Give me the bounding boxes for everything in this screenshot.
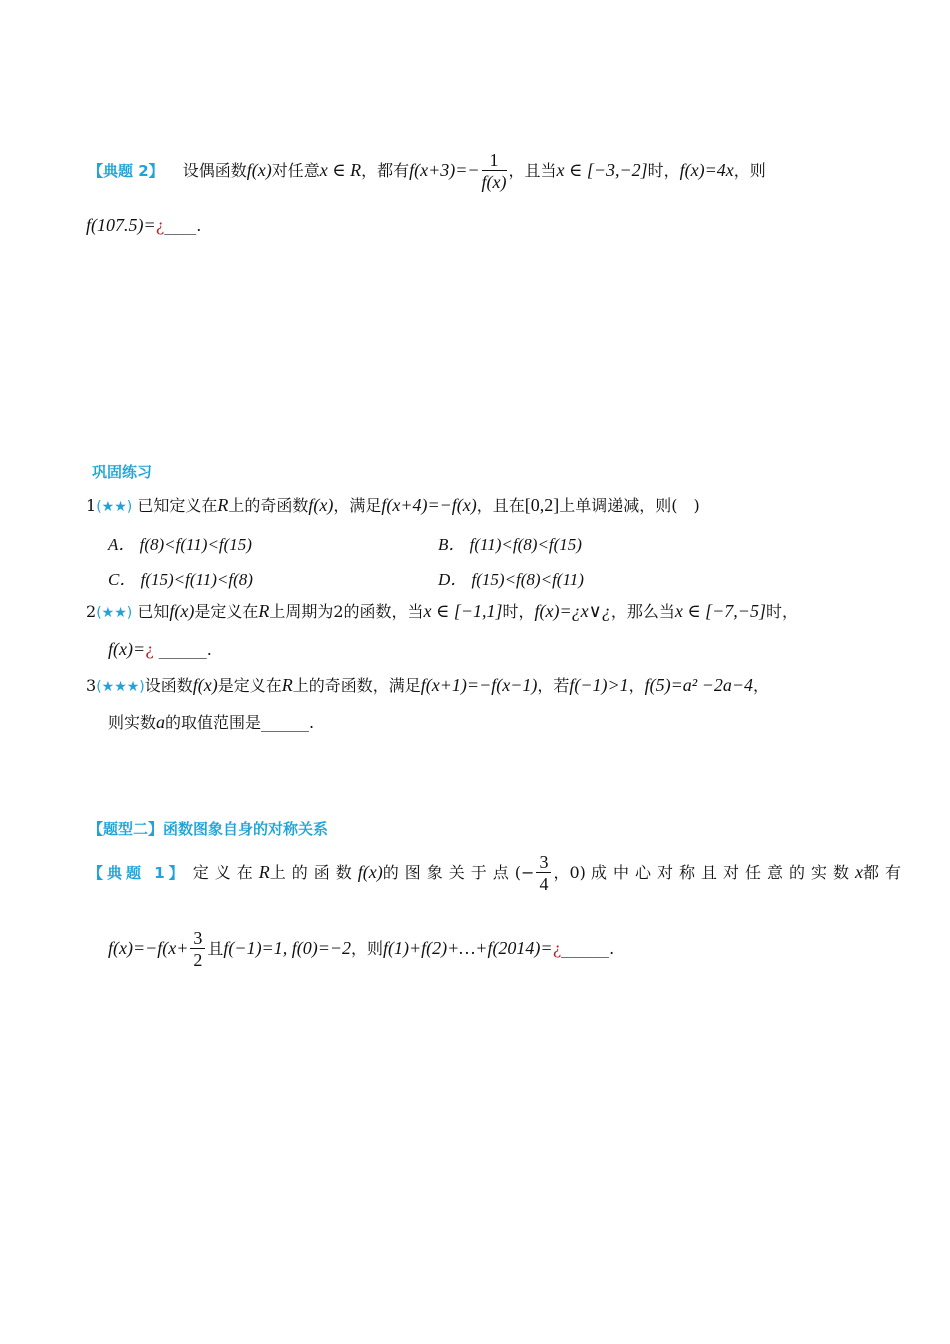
- q3-line1: [86, 674, 769, 698]
- q2-text-f: 时，: [765, 602, 798, 621]
- q1-text-e: 上单调递减，则( ): [559, 496, 700, 515]
- example2-text-3: ，都有: [361, 161, 410, 180]
- q1-option-c-label: C．: [108, 570, 137, 589]
- q1-stars: (★★): [96, 499, 133, 515]
- q3-text-h: 的取值范围是______.: [165, 713, 315, 732]
- q1-number: 1: [86, 496, 97, 515]
- example2-fraction: [482, 150, 507, 193]
- q2-interval: x ∈ [−1,1]: [423, 601, 503, 621]
- q2-answer-mark: ¿: [145, 640, 154, 659]
- example1-line2: [108, 928, 614, 971]
- q3-number: 3: [86, 676, 97, 695]
- example2-text-2: 对任意: [271, 161, 320, 180]
- q3-line2: [108, 711, 314, 734]
- example2-frac-den: f(x): [481, 172, 507, 192]
- q1-option-b-expr: f(11)<f(8)<f(15): [469, 535, 582, 554]
- example1-line2-cond: f(−1)=1, f(0)=−2: [223, 938, 351, 958]
- example1-point-open: (−: [514, 863, 535, 882]
- q2-fx: f(x): [169, 601, 195, 621]
- q2-text-b: 是定义在: [194, 602, 259, 621]
- example2-def: f(x)=4x: [679, 160, 734, 180]
- q1-interval: [0,2]: [524, 495, 560, 515]
- q3-text-e: ，: [628, 676, 645, 695]
- q2-answer-expr: f(x)=: [108, 639, 146, 659]
- q2-number: 2: [86, 602, 97, 621]
- q2-text-c: 上周期为2的函数，当: [269, 602, 424, 621]
- example2-fx: f(x): [246, 160, 272, 180]
- q2-definition: f(x)=¿x∨¿: [534, 601, 611, 621]
- example1-R: R: [258, 862, 270, 882]
- example1-line2-text-a: 且: [207, 939, 224, 958]
- example1-line2-sum: f(1)+f(2)+…+f(2014)=: [383, 938, 553, 958]
- q3-text-g: 则实数: [108, 713, 157, 732]
- q2-text-d: 时，: [502, 602, 535, 621]
- q1-option-d: [438, 565, 584, 590]
- example2-answer-mark: ¿: [155, 216, 165, 235]
- example2-line1: [88, 150, 766, 193]
- q3-condition3: f(5)=a² −2a−4: [644, 675, 753, 695]
- example1-point-close: ，0): [553, 863, 586, 882]
- example1-frac-den: 4: [539, 874, 549, 894]
- q1-text-d: ，且在: [476, 496, 525, 515]
- example1-line2-mark: ¿: [552, 939, 562, 958]
- q1-option-d-label: D．: [438, 570, 468, 589]
- q3-condition: f(x+1)=−f(x−1): [420, 675, 538, 695]
- example2-text-1: 设偶函数: [182, 161, 247, 180]
- q2-line1: [86, 600, 798, 624]
- q1-option-a-expr: f(8)<f(11)<f(15): [139, 535, 252, 554]
- q3-text-f: ，: [753, 676, 770, 695]
- example1-text-c: 的图象关于点: [382, 863, 515, 882]
- q1-R: R: [217, 495, 229, 515]
- q1-text-c: ，满足: [333, 496, 382, 515]
- example2-tag: 【典题 2】: [88, 162, 164, 180]
- example1-var-x: x: [855, 862, 863, 882]
- q1-option-c-expr: f(15)<f(11)<f(8): [140, 570, 253, 589]
- example2-text-5: 时，: [647, 161, 680, 180]
- q3-text-a: 设函数: [144, 676, 193, 695]
- example2-answer-expr: f(107.5)=: [86, 215, 156, 235]
- q1-condition: f(x+4)=−f(x): [381, 495, 477, 515]
- q2-interval2: x ∈ [−7,−5]: [674, 601, 766, 621]
- q2-stars: (★★): [96, 605, 133, 621]
- q3-text-d: ，若: [537, 676, 570, 695]
- example2-domain: x ∈ R: [319, 160, 362, 180]
- example1-text-e: 都有: [863, 863, 908, 882]
- q2-line2: [108, 638, 212, 661]
- example1-line2-blank: ______.: [561, 939, 615, 958]
- practice-heading: 巩固练习: [92, 463, 153, 481]
- example1-text-a: 定义在: [192, 863, 259, 882]
- example2-interval: x ∈ [−3,−2]: [556, 160, 648, 180]
- example1-text-d: 成中心对称且对任意的实数: [590, 863, 855, 882]
- q3-stars: (★★★): [96, 679, 145, 695]
- q2-answer-blank: ______.: [153, 640, 212, 659]
- example1-line2-text-b: ，则: [351, 939, 384, 958]
- q1-fx: f(x): [308, 495, 334, 515]
- example2-frac-num: 1: [482, 150, 507, 171]
- example2-answer-blank: ____.: [164, 216, 202, 235]
- example1-tag: 【典题 1】: [88, 864, 188, 882]
- q2-text-a: 已知: [137, 602, 170, 621]
- q1-line: [86, 494, 700, 518]
- q1-option-c: [108, 565, 253, 590]
- q1-option-b: [438, 530, 582, 555]
- q1-text-b: 上的奇函数: [228, 496, 309, 515]
- example1-line1: [88, 852, 907, 895]
- q1-option-a-label: A．: [108, 535, 136, 554]
- example1-line2-lhs: f(x)=−f(x+: [108, 938, 189, 958]
- example1-frac2-num: 3: [190, 928, 205, 949]
- q1-option-b-label: B．: [438, 535, 466, 554]
- example2-lhs: f(x+3)=−: [409, 160, 480, 180]
- q2-R: R: [258, 601, 270, 621]
- example1-frac-num: 3: [536, 852, 551, 873]
- section2-heading: 【题型二】函数图象自身的对称关系: [88, 820, 329, 838]
- q1-option-a: [108, 530, 252, 555]
- example1-text-b: 上的函数: [269, 863, 358, 882]
- example2-line2: [86, 214, 201, 237]
- example1-frac2-den: 2: [193, 950, 203, 970]
- q3-text-c: 上的奇函数，满足: [292, 676, 421, 695]
- example1-fx: f(x): [357, 862, 383, 882]
- q3-text-b: 是定义在: [217, 676, 282, 695]
- example1-fraction: [536, 852, 551, 895]
- example1-fraction2: [190, 928, 205, 971]
- q3-condition2: f(−1)>1: [569, 675, 629, 695]
- example2-text-6: ，则: [733, 161, 766, 180]
- q3-R: R: [281, 675, 293, 695]
- q3-var-a: a: [156, 712, 166, 732]
- example2-text-4: ，且当: [508, 161, 557, 180]
- q1-option-d-expr: f(15)<f(8)<f(11): [471, 570, 584, 589]
- q1-text-a: 已知定义在: [137, 496, 218, 515]
- q2-text-e: ，那么当: [610, 602, 675, 621]
- q3-fx: f(x): [192, 675, 218, 695]
